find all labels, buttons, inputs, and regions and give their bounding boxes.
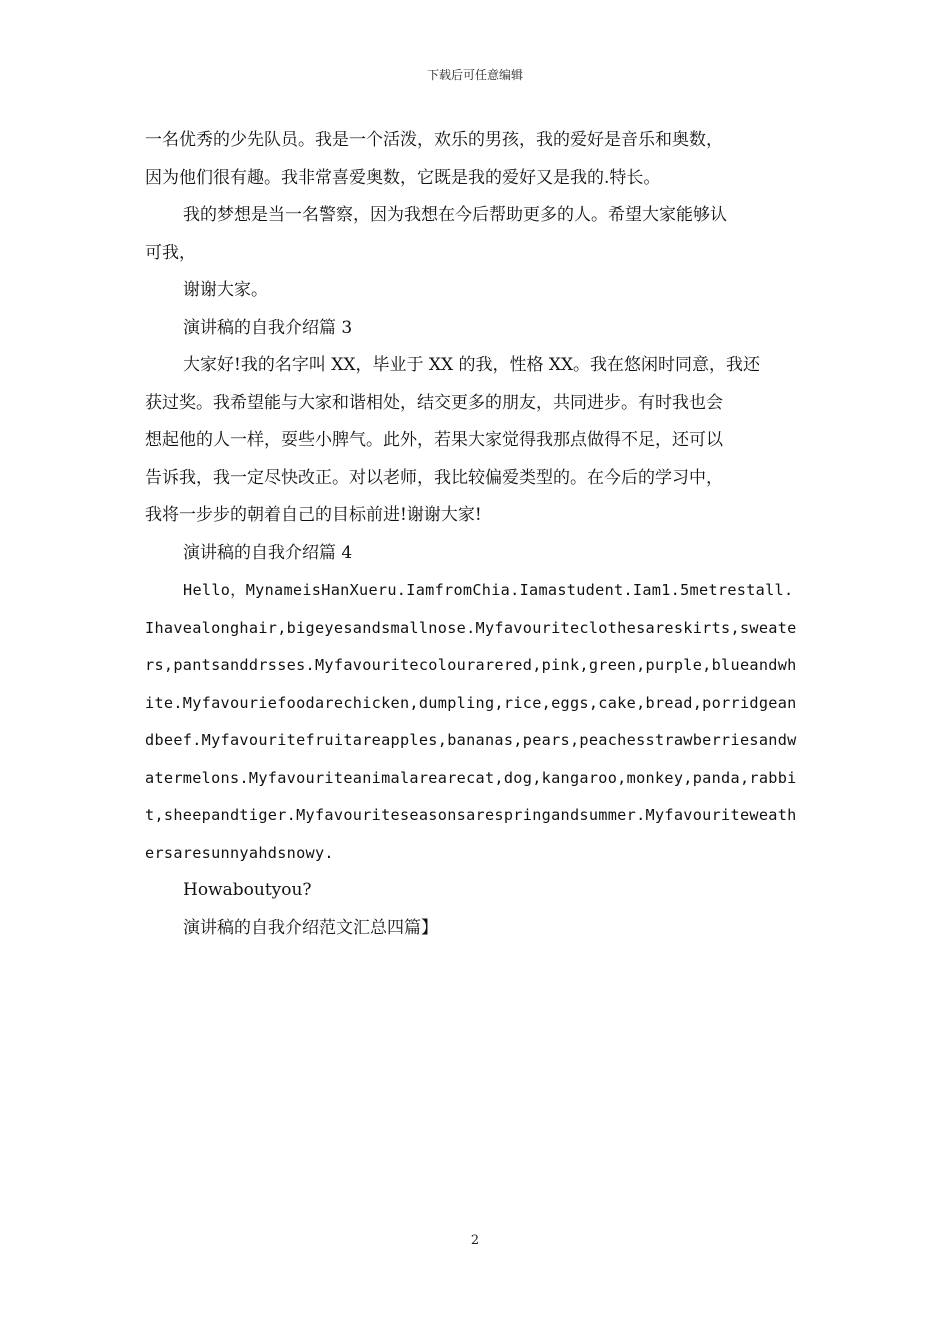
paragraph-line: 我的梦想是当一名警察，因为我想在今后帮助更多的人。希望大家能够认 bbox=[183, 205, 727, 225]
paragraph-line: 告诉我，我一定尽快改正。对以老师，我比较偏爱类型的。在今后的学习中， bbox=[145, 467, 723, 488]
page-number: 2 bbox=[470, 1233, 480, 1248]
paragraph-line: 因为他们很有趣。我非常喜爱奥数，它既是我的爱好又是我的.特长。 bbox=[145, 167, 661, 188]
paragraph-line: 想起他的人一样，耍些小脾气。此外，若果大家觉得我那点做得不足，还可以 bbox=[145, 430, 723, 450]
paragraph-line: 谢谢大家。 bbox=[183, 280, 268, 300]
section-heading: 演讲稿的自我介绍篇 4 bbox=[183, 542, 353, 563]
paragraph-line: 一名优秀的少先队员。我是一个活泼，欢乐的男孩，我的爱好是音乐和奥数， bbox=[145, 130, 723, 150]
paragraph-line: rs,pantsanddrsses.Myfavouritecolourarered,pink,green,purple,blueandwh bbox=[145, 656, 797, 674]
paragraph-line: Howaboutyou? bbox=[183, 880, 312, 900]
paragraph-line: Ihavealonghair,bigeyesandsmallnose.Myfavouriteclothesareskirts,sweate bbox=[145, 618, 797, 637]
paragraph-line: atermelons.Myfavouriteanimalarearecat,dog,kangaroo,monkey,panda,rabbi bbox=[145, 768, 797, 787]
document-body bbox=[145, 122, 807, 947]
paragraph-line: ersaresunnyahdsnowy. bbox=[145, 843, 334, 862]
paragraph-line: 大家好!我的名字叫 XX，毕业于 XX 的我，性格 XX。我在悠闲时同意，我还 bbox=[183, 355, 761, 375]
page-header: 下载后可任意编辑 bbox=[426, 68, 523, 82]
section-heading: 演讲稿的自我介绍篇 3 bbox=[183, 317, 353, 338]
paragraph-line: 获过奖。我希望能与大家和谐相处，结交更多的朋友，共同进步。有时我也会 bbox=[145, 392, 723, 413]
paragraph-line: 演讲稿的自我介绍范文汇总四篇】 bbox=[183, 917, 438, 938]
paragraph-line: ite.Myfavouriefoodarechicken,dumpling,rice,eggs,cake,bread,porridgean bbox=[145, 693, 797, 712]
paragraph-line: Hello，MynameisHanXueru.IamfromChia.Iamastudent.Iam1.5metrestall. bbox=[183, 581, 794, 599]
paragraph-line: t,sheepandtiger.Myfavouriteseasonsarespringandsummer.Myfavouriteweath bbox=[145, 806, 797, 824]
paragraph-line: dbeef.Myfavouritefruitareapples,bananas,pears,peachesstrawberriesandw bbox=[145, 731, 797, 749]
paragraph-line: 可我， bbox=[145, 242, 196, 263]
paragraph-line: 我将一步步的朝着自己的目标前进!谢谢大家! bbox=[145, 505, 482, 525]
